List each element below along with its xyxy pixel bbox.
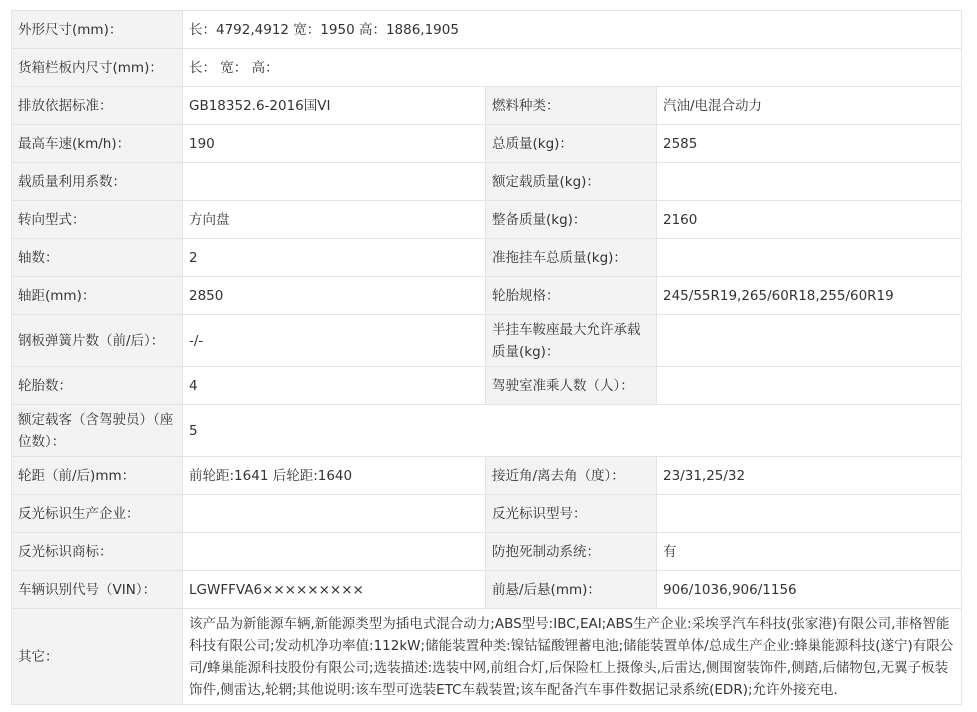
- spec-label: 反光标识生产企业：: [12, 495, 183, 533]
- spec-label: 驾驶室准乘人数（人）：: [486, 367, 657, 405]
- spec-value: 长： 宽： 高：: [183, 49, 962, 87]
- spec-value: 5: [183, 405, 962, 457]
- table-row: [12, 609, 962, 705]
- table-row: [12, 239, 962, 277]
- spec-label: 其它：: [12, 609, 183, 705]
- spec-value: [657, 495, 962, 533]
- table-row: [12, 495, 962, 533]
- spec-label: 外形尺寸(mm)：: [12, 11, 183, 49]
- spec-label: 轮胎数：: [12, 367, 183, 405]
- spec-label: 转向型式：: [12, 201, 183, 239]
- spec-table: [11, 10, 962, 705]
- spec-label: 防抱死制动系统：: [486, 533, 657, 571]
- spec-label: 反光标识型号：: [486, 495, 657, 533]
- spec-table-container: [11, 10, 961, 705]
- spec-label: 排放依据标准：: [12, 87, 183, 125]
- spec-label: 半挂车鞍座最大允许承载质量(kg)：: [486, 315, 657, 367]
- spec-value: -/-: [183, 315, 486, 367]
- spec-label: 反光标识商标：: [12, 533, 183, 571]
- table-row: [12, 201, 962, 239]
- spec-value: 245/55R19,265/60R18,255/60R19: [657, 277, 962, 315]
- spec-value: 汽油/电混合动力: [657, 87, 962, 125]
- spec-value: 23/31,25/32: [657, 457, 962, 495]
- spec-value: [657, 239, 962, 277]
- table-row: [12, 367, 962, 405]
- spec-label: 车辆识别代号（VIN）：: [12, 571, 183, 609]
- other-description: 该产品为新能源车辆,新能源类型为插电式混合动力;ABS型号:IBC,EAI;ABS生产企业:采埃孚汽车科技(张家港)有限公司,菲格智能科技有限公司;发动机净功率值:112kW;储能装置种类:镍钴锰酸锂蓄电池;储能装置单体/总成生产企业:蜂巢能源科技(遂宁)有限公司/蜂巢能源科技股份有限公司;选装描述:选装中网,前组合灯,后保险杠上摄像头,后雷达,侧围窗装饰件,侧踏,后储物包,无翼子板装饰件,侧雷达,轮辋;其他说明:该车型可选装ETC车载装置;该车配备汽车事件数据记录系统(EDR);允许外接充电.: [183, 609, 962, 705]
- spec-label: 额定载客（含驾驶员）（座位数）：: [12, 405, 183, 457]
- spec-label: 准拖挂车总质量(kg)：: [486, 239, 657, 277]
- table-row: [12, 405, 962, 457]
- spec-label: 额定载质量(kg)：: [486, 163, 657, 201]
- spec-value: 190: [183, 125, 486, 163]
- spec-value: LGWFFVA6×××××××××: [183, 571, 486, 609]
- table-row: [12, 49, 962, 87]
- table-row: [12, 163, 962, 201]
- spec-label: 最高车速(km/h)：: [12, 125, 183, 163]
- spec-label: 轮胎规格：: [486, 277, 657, 315]
- spec-label: 接近角/离去角（度）：: [486, 457, 657, 495]
- spec-label: 轮距（前/后)mm：: [12, 457, 183, 495]
- table-row: [12, 457, 962, 495]
- spec-value: 2: [183, 239, 486, 277]
- spec-label: 钢板弹簧片数（前/后）：: [12, 315, 183, 367]
- table-row: [12, 11, 962, 49]
- spec-value: 2850: [183, 277, 486, 315]
- spec-value: [183, 495, 486, 533]
- table-row: [12, 533, 962, 571]
- spec-value: 2160: [657, 201, 962, 239]
- spec-value: [183, 533, 486, 571]
- spec-value: [657, 367, 962, 405]
- spec-label: 货箱栏板内尺寸(mm)：: [12, 49, 183, 87]
- spec-value: [657, 315, 962, 367]
- table-row: [12, 87, 962, 125]
- spec-value: 4: [183, 367, 486, 405]
- table-row: [12, 125, 962, 163]
- spec-label: 前悬/后悬(mm)：: [486, 571, 657, 609]
- spec-value: 长：4792,4912 宽：1950 高：1886,1905: [183, 11, 962, 49]
- table-row: [12, 315, 962, 367]
- spec-label: 轴数：: [12, 239, 183, 277]
- spec-value: 906/1036,906/1156: [657, 571, 962, 609]
- spec-value: GB18352.6-2016国VI: [183, 87, 486, 125]
- spec-value: 有: [657, 533, 962, 571]
- spec-label: 燃料种类：: [486, 87, 657, 125]
- spec-value: [183, 163, 486, 201]
- table-row: [12, 571, 962, 609]
- spec-value: 方向盘: [183, 201, 486, 239]
- spec-label: 整备质量(kg)：: [486, 201, 657, 239]
- table-row: [12, 277, 962, 315]
- spec-label: 总质量(kg)：: [486, 125, 657, 163]
- spec-label: 轴距(mm)：: [12, 277, 183, 315]
- spec-value: 2585: [657, 125, 962, 163]
- spec-value: [657, 163, 962, 201]
- spec-value: 前轮距:1641 后轮距:1640: [183, 457, 486, 495]
- spec-label: 载质量利用系数：: [12, 163, 183, 201]
